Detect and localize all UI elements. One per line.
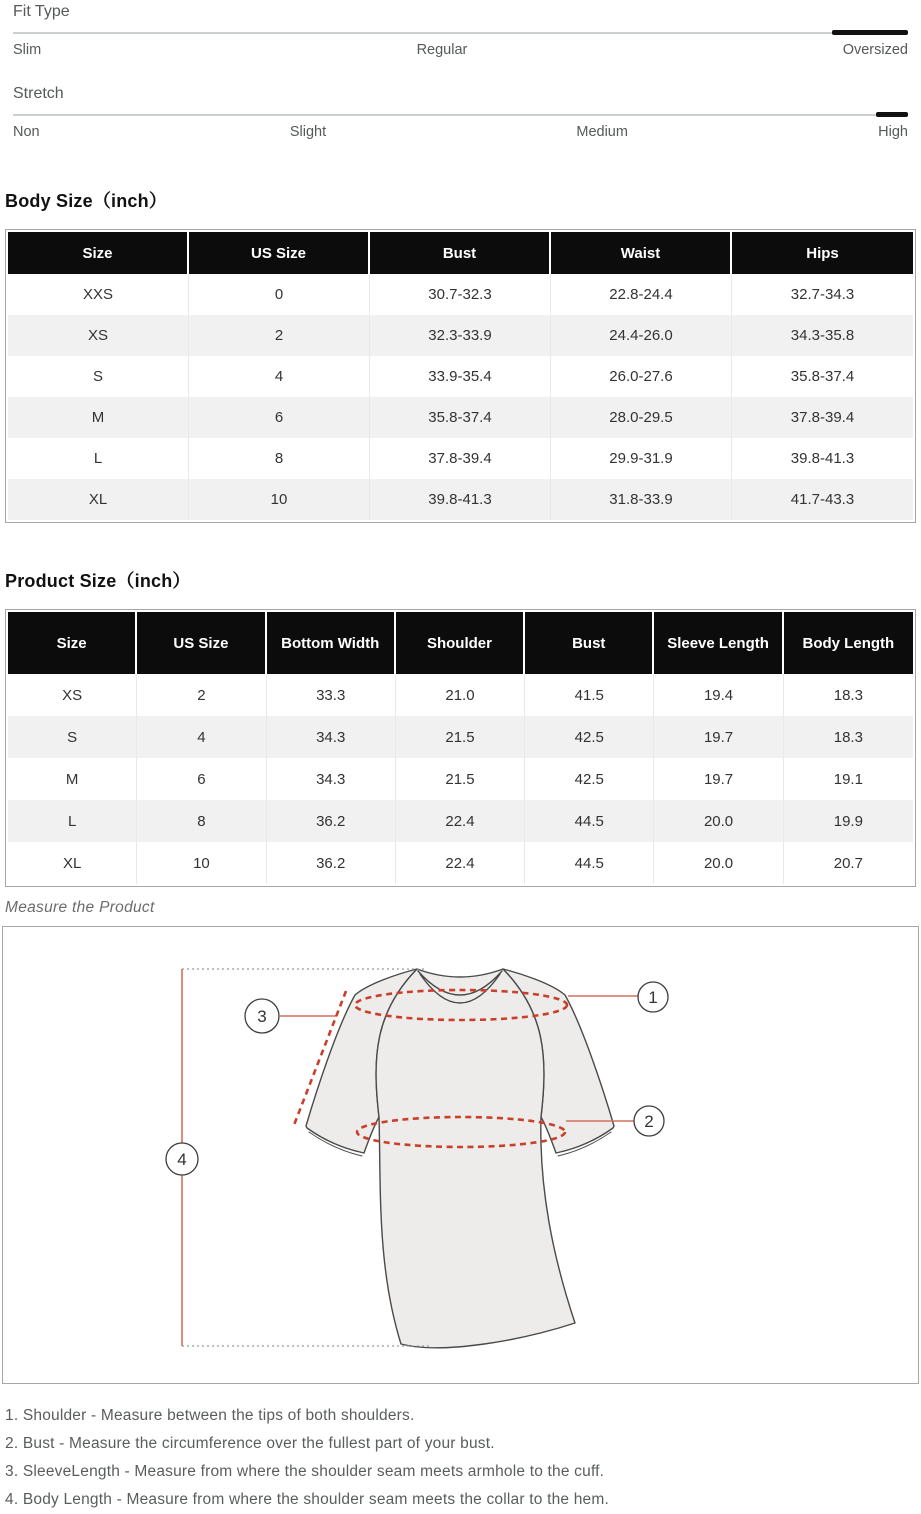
table-row [8,800,913,842]
stretch-marker [876,112,908,117]
table-cell: 44.5 [525,800,654,842]
table-row [8,356,913,397]
column-header: US Size [189,232,370,274]
table-cell: 42.5 [525,716,654,758]
table-row [8,315,913,356]
table-cell: 35.8-37.4 [790,368,855,385]
column-header: Shoulder [396,612,525,674]
table-cell: 34.3 [267,758,396,800]
table-cell: 0 [189,274,370,315]
table-cell: XL [8,842,137,884]
table-cell: 21.5 [396,716,525,758]
table-cell: 8 [137,800,266,842]
table-cell: 20.7 [833,854,863,872]
table-cell: 2 [137,674,266,716]
list-item-label: Regular [416,42,468,58]
list-item-label: Oversized [842,42,908,58]
list-item-label: Slim [13,42,42,58]
list-item-label: Medium [576,124,628,140]
table-cell: 33.3 [267,674,396,716]
table-cell: 36.2 [267,842,396,884]
table-row [8,842,913,884]
table-row [8,479,913,520]
body-size-table [8,232,913,520]
list-item-label: High [878,124,908,140]
table-cell: 30.7-32.3 [370,274,551,315]
list-item-label: Non [13,124,40,140]
table-cell: 36.2 [267,800,396,842]
column-header: Bust [370,232,551,274]
shirt-illustration [306,969,614,1348]
table-cell: 18.3 [784,716,913,758]
column-header: Body Length [784,612,913,674]
table-cell: S [8,356,189,397]
fit-type-slider [13,32,908,34]
table-cell: XS [8,315,189,356]
body-size-table-container [5,229,916,523]
column-header: Waist [551,232,732,274]
table-cell: 39.8-41.3 [370,479,551,520]
table-cell: 4 [137,716,266,758]
table-cell: 24.4-26.0 [551,315,732,356]
table-cell: S [8,716,137,758]
table-cell: 28.0-29.5 [551,397,732,438]
measurement-instructions [5,1402,916,1514]
table-cell: 19.9 [784,800,913,842]
table-cell: XXS [8,274,189,315]
table-cell: 41.7-43.3 [732,479,913,520]
table-row [8,674,913,716]
marker-3: 3 [257,1007,267,1027]
header-row [8,232,913,274]
table-cell: L [8,438,189,479]
table-cell: XS [8,674,137,716]
table-cell: L [8,800,137,842]
table-cell: 8 [189,438,370,479]
product-size-table [8,612,913,884]
table-cell: 6 [189,397,370,438]
table-cell: 34.3-35.8 [732,315,913,356]
table-cell: 21.0 [396,674,525,716]
table-cell: 39.8-41.3 [790,450,855,467]
table-cell: 20.0 [654,842,783,884]
table-cell: 22.8-24.4 [551,274,732,315]
table-cell: 2 [189,315,370,356]
table-cell: 18.3 [833,686,863,704]
column-header: US Size [137,612,266,674]
table-cell: 4 [189,356,370,397]
fit-attributes-section [13,0,908,140]
fit-type-options [13,42,908,58]
list-item-label: 2. Bust - Measure the circumference over the fullest part of your bust. [5,1435,495,1452]
measure-caption: Measure the Product [5,899,155,916]
stretch-label: Stretch [13,85,64,102]
fit-type-label: Fit Type [13,3,70,20]
column-header: Size [8,612,137,674]
table-cell: 20.0 [654,800,783,842]
table-cell: 26.0-27.6 [551,356,732,397]
table-cell: 22.4 [396,842,525,884]
table-cell: 37.8-39.4 [370,438,551,479]
table-cell: 19.4 [654,674,783,716]
table-cell: 33.9-35.4 [370,356,551,397]
table-cell: 42.5 [525,758,654,800]
table-cell: 31.8-33.9 [551,479,732,520]
table-row [8,274,913,315]
header-row [8,612,913,674]
table-cell: 29.9-31.9 [551,438,732,479]
marker-4: 4 [177,1150,187,1170]
table-row [8,758,913,800]
table-cell: 37.8-39.4 [732,397,913,438]
table-cell: 41.5 [525,674,654,716]
measurement-diagram [2,926,919,1384]
table-cell: 19.7 [654,758,783,800]
marker-1: 1 [648,988,658,1008]
table-cell: 6 [137,758,266,800]
table-cell: 10 [189,479,370,520]
table-cell: 35.8-37.4 [370,397,551,438]
table-cell: XL [8,479,189,520]
table-row [8,716,913,758]
column-header: Hips [732,232,913,274]
table-cell: M [8,758,137,800]
body-size-title: Body Size（inch） [5,191,168,211]
table-row [8,397,913,438]
column-header: Sleeve Length [654,612,783,674]
table-cell: 32.7-34.3 [790,286,855,303]
column-header: Size [8,232,189,274]
table-cell: M [8,397,189,438]
table-cell: 44.5 [525,842,654,884]
shirt-measurement-illustration [3,927,918,1383]
marker-2: 2 [644,1112,654,1132]
table-cell: 21.5 [396,758,525,800]
table-row [8,438,913,479]
fit-type-marker [832,30,908,35]
list-item-label: 1. Shoulder - Measure between the tips of both shoulders. [5,1407,415,1424]
list-item-label: Slight [289,124,327,140]
table-cell: 22.4 [396,800,525,842]
stretch-slider [13,114,908,116]
stretch-options [13,124,908,140]
column-header: Bust [525,612,654,674]
table-cell: 19.1 [833,770,863,788]
table-cell: 34.3 [267,716,396,758]
product-size-title: Product Size（inch） [5,571,191,591]
table-cell: 32.3-33.9 [370,315,551,356]
table-cell: 19.7 [654,716,783,758]
list-item-label: 3. SleeveLength - Measure from where the shoulder seam meets armhole to the cuff. [5,1463,605,1480]
column-header: Bottom Width [267,612,396,674]
list-item-label: 4. Body Length - Measure from where the shoulder seam meets the collar to the hem. [5,1491,609,1508]
table-cell: 10 [137,842,266,884]
product-size-table-container [5,609,916,887]
